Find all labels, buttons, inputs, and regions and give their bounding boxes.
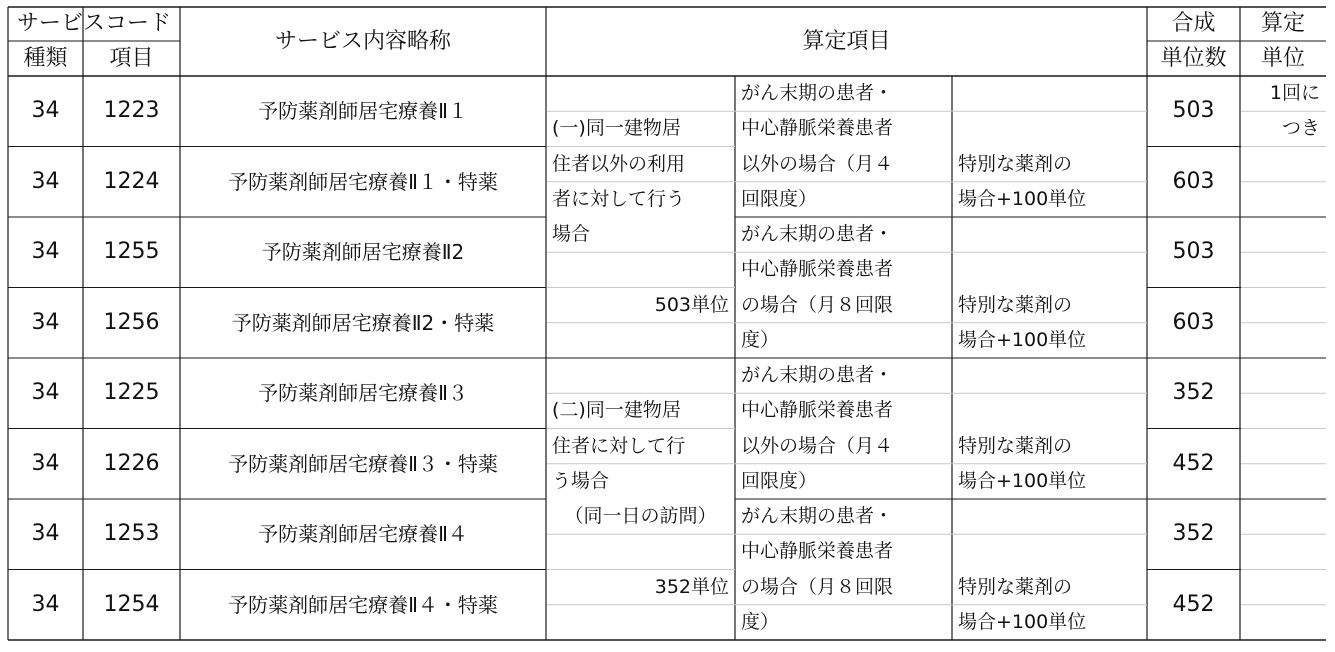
service-name-header: サービス内容略称 [274,28,451,54]
service-name-cell: 予防薬剤師居宅療養Ⅱ2・特薬 [231,310,495,335]
kind-cell: 34 [31,98,60,124]
item-cell: 1226 [103,450,160,476]
group2-text: 住者に対して行 [552,434,686,457]
service-name-cell: 予防薬剤師居宅療養Ⅱ４ [258,522,468,547]
case-text: がん末期の患者・ [741,223,894,246]
kind-cell: 34 [31,380,60,406]
special-drug-text: 場合+100単位 [958,469,1087,492]
service-name-cell: 予防薬剤師居宅療養Ⅱ３・特薬 [228,451,498,476]
case-text: 回限度） [741,469,818,492]
units-header-line1: 合成 [1171,11,1216,36]
case-text: 以外の場合（月４ [741,434,894,457]
special-drug-text: 特別な薬剤の [958,293,1073,316]
item-cell: 1253 [103,521,160,547]
service-name-cell: 予防薬剤師居宅療養Ⅱ１・特薬 [228,169,498,194]
group1-text: 503単位 [654,293,729,316]
special-drug-text: 場合+100単位 [958,328,1087,351]
group1-text: 住者以外の利用 [552,152,686,175]
units-cell: 452 [1172,591,1215,617]
case-text: がん末期の患者・ [741,364,894,387]
case-text: の場合（月８回限 [741,293,894,316]
special-drug-text: 場合+100単位 [958,187,1087,210]
item-cell: 1223 [103,98,160,124]
case-text: 中心静脈栄養患者 [741,540,894,563]
calc-unit-header-line1: 算定 [1260,11,1305,36]
service-name-cell: 予防薬剤師居宅療養Ⅱ１ [258,99,468,124]
special-drug-text: 特別な薬剤の [958,152,1073,175]
case-text: 中心静脈栄養患者 [741,258,894,281]
units-cell: 452 [1172,450,1215,476]
units-cell: 603 [1172,309,1215,335]
group2-text: う場合 [552,469,610,492]
group1-text [546,252,735,287]
service-code-header: サービスコード [16,11,171,36]
service-name-cell: 予防薬剤師居宅療養Ⅱ３ [258,381,468,406]
units-cell: 352 [1172,521,1215,547]
group2-text: (二)同一建物居 [552,399,681,422]
case-text: 中心静脈栄養患者 [741,399,894,422]
group1-text: (一)同一建物居 [552,117,681,140]
item-cell: 1255 [103,239,160,265]
units-header-line2: 単位数 [1160,45,1227,71]
units-cell: 352 [1172,380,1215,406]
group1-text: 者に対して行う [552,187,686,210]
item-cell: 1225 [103,380,160,406]
case-text: がん末期の患者・ [741,505,894,528]
item-header: 項目 [109,45,154,71]
calc-unit-text: 1回に [1269,82,1320,105]
special-drug-text: 特別な薬剤の [958,434,1073,457]
special-drug-text: 場合+100単位 [958,610,1087,633]
service-name-cell: 予防薬剤師居宅療養Ⅱ2 [261,240,465,265]
calc-unit-text: つき [1281,117,1320,140]
kind-cell: 34 [31,521,60,547]
calc-items-header: 算定項目 [802,28,891,54]
case-text: 中心静脈栄養患者 [741,117,894,140]
case-text: 回限度） [741,187,818,210]
group2-text [546,534,735,569]
case-text: 度） [741,610,780,633]
case-text: 度） [741,328,780,351]
units-cell: 603 [1172,168,1215,194]
group2-text: （同一日の訪問） [564,505,717,528]
kind-cell: 34 [31,239,60,265]
kind-cell: 34 [31,309,60,335]
kind-header: 種類 [23,45,68,71]
item-cell: 1254 [103,591,160,617]
case-text: の場合（月８回限 [741,575,894,598]
kind-cell: 34 [31,591,60,617]
case-text: 以外の場合（月４ [741,152,894,175]
service-name-cell: 予防薬剤師居宅療養Ⅱ４・特薬 [228,592,498,617]
case-text: がん末期の患者・ [741,82,894,105]
item-cell: 1256 [103,309,160,335]
item-cell: 1224 [103,168,160,194]
units-cell: 503 [1172,239,1215,265]
kind-cell: 34 [31,168,60,194]
calc-unit-header-line2: 単位 [1260,45,1305,71]
group2-text: 352単位 [654,575,729,598]
kind-cell: 34 [31,450,60,476]
units-cell: 503 [1172,98,1215,124]
group1-text: 場合 [552,223,591,246]
special-drug-text: 特別な薬剤の [958,575,1073,598]
